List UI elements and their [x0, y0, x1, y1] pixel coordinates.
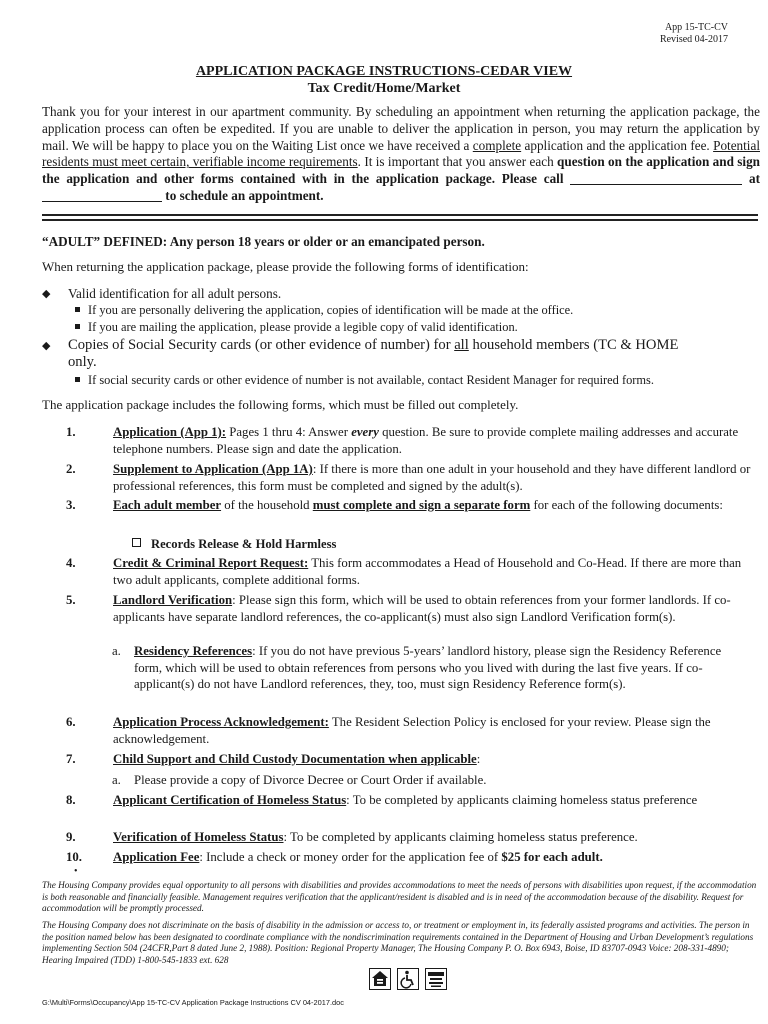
stray-bullet: •	[74, 866, 78, 877]
ada-icon	[425, 968, 447, 990]
document-title: APPLICATION PACKAGE INSTRUCTIONS-CEDAR VIEW	[195, 64, 573, 79]
square-bullet-icon	[75, 324, 80, 329]
id-sub-bullet: If you are personally delivering the application, copies of identification will be made at the office.	[75, 303, 573, 318]
file-path: G:\Multi\Forms\Occupancy\App 15-TC-CV Application Package Instructions CV 04-2017.doc	[42, 998, 344, 1007]
instruction-item: 4. Credit & Criminal Report Request: This form accommodates a Head of Household and Co-Head. If there are more than two adult applicants, complete additional forms.	[66, 556, 742, 587]
id-sub-bullet: If social security cards or other evidence of number is not available, contact Resident Manager for required forms.	[75, 373, 654, 388]
id-sub-bullet: If you are mailing the application, please provide a legible copy of valid identification.	[75, 320, 518, 335]
square-bullet-icon	[75, 307, 80, 312]
phone-blank[interactable]	[570, 172, 742, 185]
instruction-item: 8. Applicant Certification of Homeless Status: To be completed by applicants claiming homeless status preference	[66, 793, 698, 807]
instruction-sub-item: a. Please provide a copy of Divorce Decree or Court Order if available.	[112, 773, 487, 787]
forms-intro: The application package includes the following forms, which must be filled out completely.	[42, 397, 519, 412]
instruction-item: 9. Verification of Homeless Status: To be completed by applicants claiming homeless status preference.	[66, 830, 638, 844]
instruction-item: 7. Child Support and Child Custody Documentation when applicable:	[66, 752, 481, 766]
compliance-logos	[369, 968, 447, 990]
records-release-checkbox[interactable]: Records Release & Hold Harmless	[132, 537, 336, 552]
adult-definition: “ADULT” DEFINED: Any person 18 years or older or an emancipated person.	[42, 234, 485, 249]
diamond-bullet-icon: ◆	[42, 288, 51, 300]
divider-rule	[42, 214, 758, 216]
time-blank[interactable]	[42, 189, 162, 202]
intro-paragraph: Thank you for your interest in our apartment community. By scheduling an appointment when returning the application package, the application process can often be expedited. If you are unable to deliver the application in person, you may return the application by mail. We will be happy to place you on the Waiting List once we have received a complete application and the application fee. Potential residents must meet certain, verifiable income requirements. It is important that you answer each question on the application and sign the application and other forms contained with in the application package. Please call at to schedule an appointment.	[42, 104, 760, 203]
instruction-item: 2. Supplement to Application (App 1A): If there is more than one adult in your household and they have different landlord or professional references, this form must be completed and signed by the adult(s).	[66, 462, 751, 493]
instruction-item: 5. Landlord Verification: Please sign this form, which will be used to obtain references from your former landlords. If co-applicants have separate landlord references, the co-applicant(s) must also sign Landlord Verification form(s).	[66, 593, 731, 624]
accommodation-notice: The Housing Company provides equal opportunity to all persons with disabilities and provides accommodations to meet the needs of persons with disabilities upon request, if the accommodation is both reasonable and financially feasible. Management requires verification that the applicant/resident is disabled and is in need of the accommodation because of the disability. Request for accommodation will be promptly processed.	[42, 880, 757, 914]
document-page: App 15-TC-CV Revised 04-2017 APPLICATION PACKAGE INSTRUCTIONS-CEDAR VIEW Tax Credit/Home/Market Thank you for your interest in our apartment community. By scheduling an appointment when returning the application package, the application process can often be expedited. If you are unable to deliver the application in person, you may return the application by mail. We will be happy to place you on the Waiting List once we have received a complete application and the application fee. Potential residents must meet certain, verifiable income requirements. It is important that you answer each question on the application and sign the application and other forms contained with in the application package. Please call at to schedule an appointment. “ADULT” DEFINED: Any person 18 years or older or an emancipated person. When returning the application package, please provide the following forms of identification: ◆ Valid identification for all adult persons. If you are personally delivering the application, copies of identification will be made at the office. If you are mailing the application, please provide a legible copy of valid identification. ◆ Copies of Social Security cards (or other evidence of number) for all household members (TC & HOME only. If social security cards or other evidence of number is not available, contact Resident Manager for required forms. The application package includes the following forms, which must be filled out completely. 1. Application (App 1): Pages 1 thru 4: Answer every question. Be sure to provide complete mailing addresses and accurate telephone numbers. Please sign and date the application. 2. Supplement to Application (App 1A): If there is more than one adult in your household and they have different landlord or professional references, this form must be completed and signed by the adult(s). 3. Each adult member of the household must complete and sign a separate form for each of the following documents: Records Release & Hold Harmless 4. Credit & Criminal Report Request: This form accommodates a Head of Household and Co-Head. If there are more than two adult applicants, complete additional forms. 5. Landlord Verification: Please sign this form, which will be used to obtain references from your former landlords. If co-applicants have separate landlord references, the co-applicant(s) must also sign Landlord Verification form(s). a. Residency References: If you do not have previous 5-years’ landlord history, please sign the Residency Reference form, which will be used to obtain references from persons who you lived with during the last five years. If co-applicant(s) do not have Landlord references, they, too, must sign Residency Reference form(s). 6. Application Process Acknowledgement: The Resident Selection Policy is enclosed for your review. Please sign the acknowledgement. 7. Child Support and Child Custody Documentation when applicable: a. Please provide a copy of Divorce Decree or Court Order if available. 8. Applicant Certification of Homeless Status: To be completed by applicants claiming homeless status preference 9. Verification of Homeless Status: To be completed by applicants claiming homeless status preference. 10. Application Fee: Include a check or money order for the application fee of $25 for each adult. • The Housing Company provides equal opportunity to all persons with disabilities and provides accommodations to meet the needs of persons with disabilities upon request, if the accommodation is both reasonable and financially feasible. Management requires verification that the applicant/resident is disabled and is in need of the accommodation because of the disability. Request for accommodation will be promptly processed. The Housing Company does not discriminate on the basis of disability in the admission or access to, or treatment or employment in, its federally assisted programs and activities. The person in the position named below has been designated to coordinate compliance with the nondiscrimination requirements contained in the Department of Housing and Urban Development’s regulations implementing Section 504 (24CFR,Part 8 dated June 2, 1988). Position: Regional Property Manager, The Housing Company P. O. Box 6943, Boise, ID 83707-0943 Voice: 208-331-4890; Hearing Impaired (TDD) 1-800-545-1833 ext. 628 G:\Multi\Forms\Occupancy\App 15-TC-CV Application Package Instructions CV 04-2017.doc	[0, 0, 768, 1024]
instruction-item: 3. Each adult member of the household must complete and sign a separate form for each of the following documents:	[66, 498, 723, 512]
instruction-item: 1. Application (App 1): Pages 1 thru 4: Answer every question. Be sure to provide complete mailing addresses and accurate telephone numbers. Please sign and date the application.	[66, 425, 739, 456]
form-number: App 15-TC-CV	[664, 22, 728, 33]
instruction-item: 6. Application Process Acknowledgement: The Resident Selection Policy is enclosed for your review. Please sign the acknowledgement.	[66, 715, 711, 746]
divider-rule	[42, 219, 758, 221]
accessibility-icon	[397, 968, 419, 990]
id-intro: When returning the application package, please provide the following forms of identification:	[42, 259, 529, 274]
checkbox-icon[interactable]	[132, 538, 141, 547]
nondiscrimination-notice: The Housing Company does not discriminate on the basis of disability in the admission or access to, or treatment or employment in, its federally assisted programs and activities. The person in the position named below has been designated to coordinate compliance with the nondiscrimination requirements contained in the Department of Housing and Urban Development’s regulations implementing Section 504 (24CFR,Part 8 dated June 2, 1988). Position: Regional Property Manager, The Housing Company P. O. Box 6943, Boise, ID 83707-0943 Voice: 208-331-4890; Hearing Impaired (TDD) 1-800-545-1833 ext. 628	[42, 920, 754, 965]
form-identifier	[660, 22, 728, 46]
instruction-sub-item: a. Residency References: If you do not have previous 5-years’ landlord history, please sign the Residency Reference form, which will be used to obtain references from persons who you lived with during the last five years. If co-applicant(s) do not have Landlord references, they, too, must sign Residency Reference form(s).	[112, 644, 722, 691]
equal-housing-icon	[369, 968, 391, 990]
instruction-item: 10. Application Fee: Include a check or money order for the application fee of $25 for each adult.	[66, 850, 603, 864]
square-bullet-icon	[75, 377, 80, 382]
document-subtitle: Tax Credit/Home/Market	[307, 81, 461, 96]
revision-date: Revised 04-2017	[659, 34, 728, 45]
diamond-bullet-icon: ◆	[42, 340, 51, 352]
